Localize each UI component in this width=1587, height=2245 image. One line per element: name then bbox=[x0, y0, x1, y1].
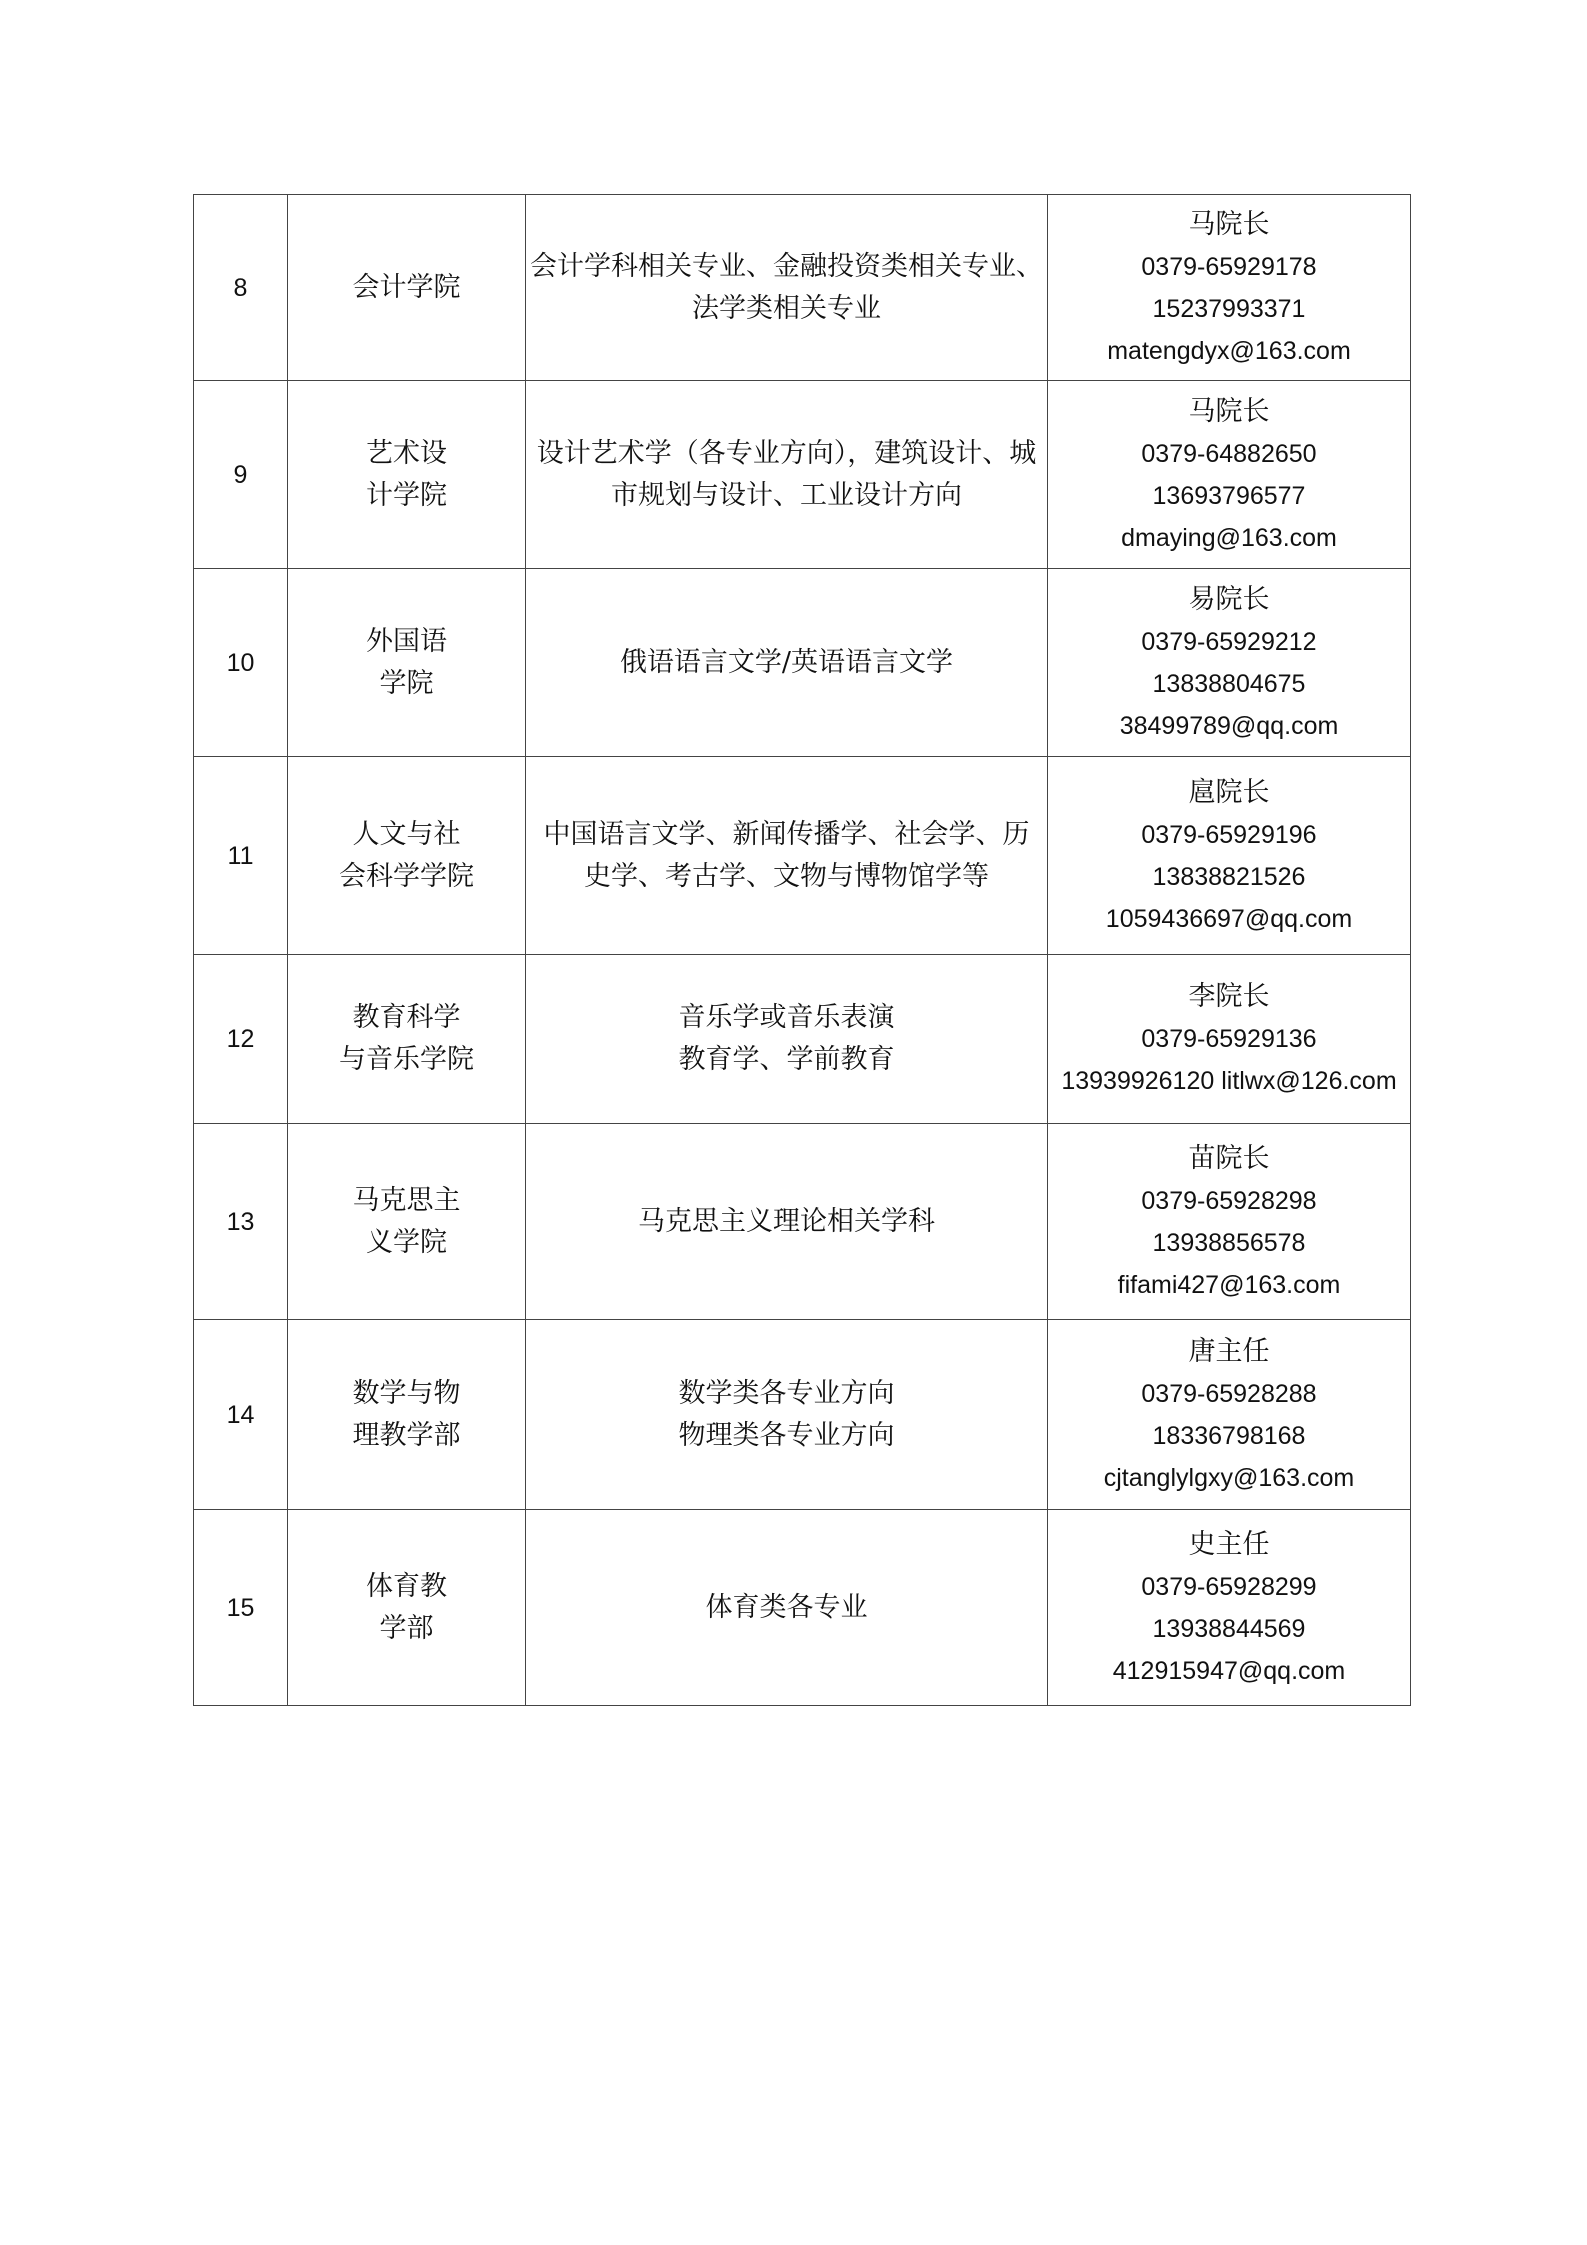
row-number: 9 bbox=[194, 381, 288, 569]
contact-info bbox=[1048, 569, 1411, 757]
college-name: 会计学院 bbox=[288, 195, 526, 381]
contact-info bbox=[1048, 195, 1411, 381]
major-list: 音乐学或音乐表演 教育学、学前教育 bbox=[526, 955, 1048, 1124]
contact-phone: 0379-65929178 bbox=[1141, 252, 1317, 281]
major-list: 设计艺术学（各专业方向），建筑设计、城 市规划与设计、工业设计方向 bbox=[526, 381, 1048, 569]
contact-info bbox=[1048, 757, 1411, 955]
contact-name: 马院长 bbox=[1188, 208, 1270, 240]
contact-email: dmaying@163.com bbox=[1121, 523, 1337, 552]
row-number: 11 bbox=[194, 757, 288, 955]
contact-mobile: 13938844569 bbox=[1152, 1614, 1306, 1643]
college-name: 数学与物 理教学部 bbox=[288, 1320, 526, 1510]
contact-info bbox=[1048, 1510, 1411, 1706]
major-list: 体育类各专业 bbox=[526, 1510, 1048, 1706]
table-row bbox=[194, 195, 1411, 381]
college-name: 艺术设 计学院 bbox=[288, 381, 526, 569]
contact-email: fifami427@163.com bbox=[1117, 1270, 1341, 1299]
table-row bbox=[194, 1510, 1411, 1706]
contact-info bbox=[1048, 1320, 1411, 1510]
contact-mobile: 13938856578 bbox=[1152, 1228, 1306, 1257]
contact-phone: 0379-65928299 bbox=[1141, 1572, 1317, 1601]
major-list: 会计学科相关专业、金融投资类相关专业、 法学类相关专业 bbox=[526, 195, 1048, 381]
contact-email: 1059436697@qq.com bbox=[1105, 904, 1353, 933]
row-number: 10 bbox=[194, 569, 288, 757]
contact-name: 李院长 bbox=[1188, 981, 1270, 1012]
contact-email: cjtanglylgxy@163.com bbox=[1103, 1463, 1355, 1492]
contact-name: 马院长 bbox=[1188, 395, 1270, 427]
contact-email: litlwx@126.com bbox=[1221, 1067, 1397, 1095]
contact-phone: 0379-64882650 bbox=[1141, 439, 1317, 468]
contact-name: 扈院长 bbox=[1188, 776, 1270, 808]
contact-phone: 0379-65929136 bbox=[1141, 1025, 1317, 1053]
table-row bbox=[194, 757, 1411, 955]
row-number: 14 bbox=[194, 1320, 288, 1510]
contact-mobile: 13838804675 bbox=[1152, 669, 1306, 698]
contact-name: 史主任 bbox=[1188, 1528, 1270, 1560]
contact-mobile: 13838821526 bbox=[1152, 862, 1306, 891]
college-name: 教育科学 与音乐学院 bbox=[288, 955, 526, 1124]
table-row bbox=[194, 955, 1411, 1124]
table-row bbox=[194, 569, 1411, 757]
contact-mobile: 13693796577 bbox=[1152, 481, 1306, 510]
row-number: 8 bbox=[194, 195, 288, 381]
college-name: 人文与社 会科学学院 bbox=[288, 757, 526, 955]
contact-info bbox=[1048, 1124, 1411, 1320]
contact-phone: 0379-65929212 bbox=[1141, 627, 1317, 656]
table-row bbox=[194, 1124, 1411, 1320]
contact-name: 唐主任 bbox=[1188, 1335, 1270, 1367]
college-name: 体育教 学部 bbox=[288, 1510, 526, 1706]
contact-info bbox=[1048, 955, 1411, 1124]
contact-name: 苗院长 bbox=[1188, 1142, 1270, 1174]
major-list: 中国语言文学、新闻传播学、社会学、历 史学、考古学、文物与博物馆学等 bbox=[526, 757, 1048, 955]
contact-mobile: 13939926120 bbox=[1061, 1067, 1215, 1095]
table-row bbox=[194, 1320, 1411, 1510]
contact-mobile: 15237993371 bbox=[1152, 294, 1306, 323]
contact-name: 易院长 bbox=[1188, 583, 1270, 615]
college-name: 马克思主 义学院 bbox=[288, 1124, 526, 1320]
contact-email: matengdyx@163.com bbox=[1107, 336, 1351, 365]
row-number: 15 bbox=[194, 1510, 288, 1706]
contact-email: 38499789@qq.com bbox=[1119, 711, 1339, 740]
major-list: 数学类各专业方向 物理类各专业方向 bbox=[526, 1320, 1048, 1510]
table-row bbox=[194, 381, 1411, 569]
contact-phone: 0379-65929196 bbox=[1141, 820, 1317, 849]
row-number: 12 bbox=[194, 955, 288, 1124]
major-list: 俄语语言文学/英语语言文学 bbox=[526, 569, 1048, 757]
college-name: 外国语 学院 bbox=[288, 569, 526, 757]
college-contact-table bbox=[193, 194, 1411, 1706]
contact-phone: 0379-65928298 bbox=[1141, 1186, 1317, 1215]
row-number: 13 bbox=[194, 1124, 288, 1320]
contact-info bbox=[1048, 381, 1411, 569]
contact-phone: 0379-65928288 bbox=[1141, 1379, 1317, 1408]
major-list: 马克思主义理论相关学科 bbox=[526, 1124, 1048, 1320]
contact-email: 412915947@qq.com bbox=[1112, 1656, 1346, 1685]
contact-mobile: 18336798168 bbox=[1152, 1421, 1306, 1450]
